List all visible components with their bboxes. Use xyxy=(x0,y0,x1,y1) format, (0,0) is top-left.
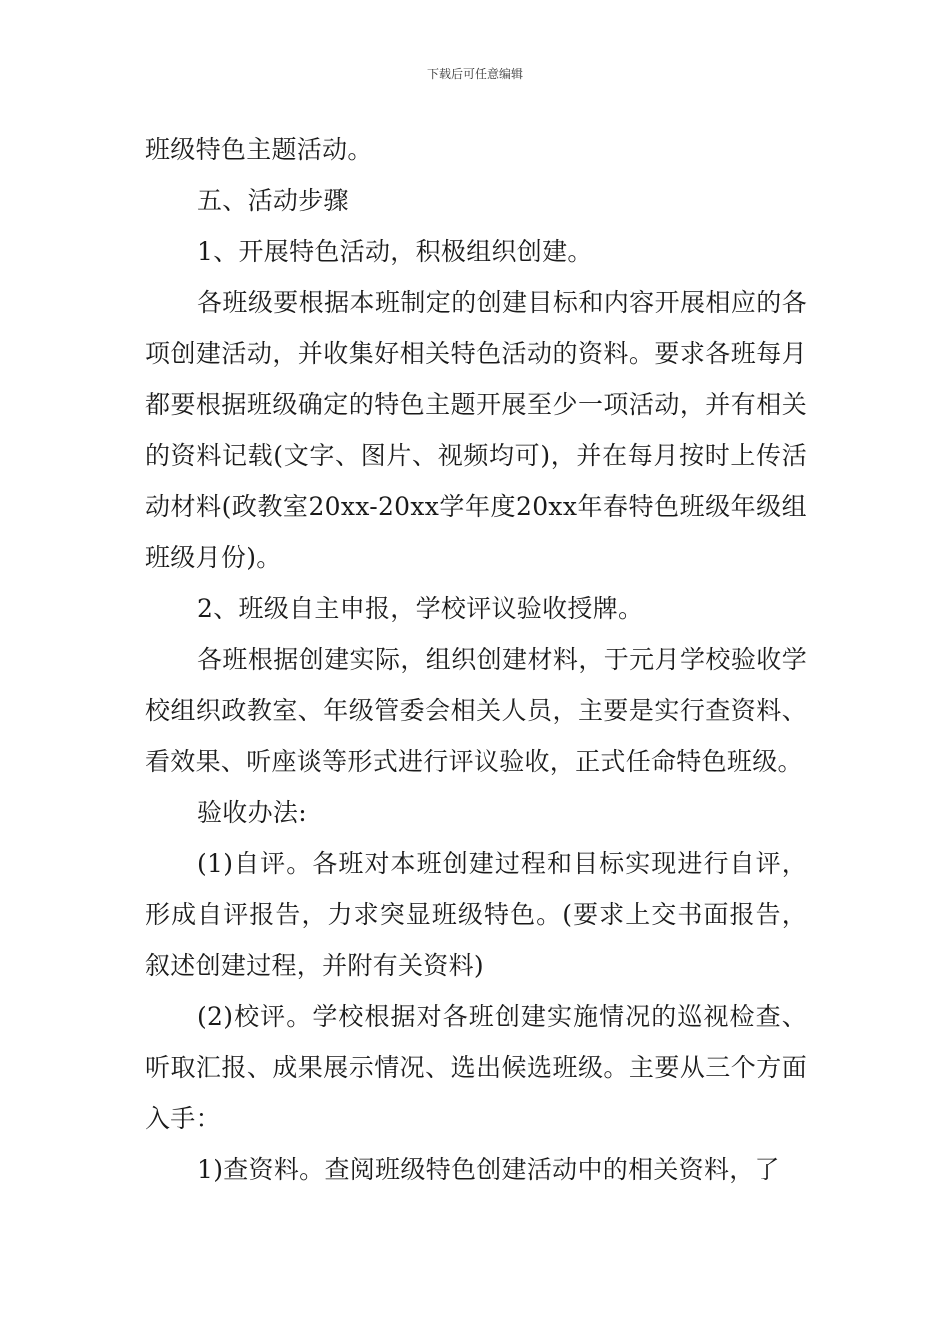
paragraph-step-1-body: 各班级要根据本班制定的创建目标和内容开展相应的各项创建活动，并收集好相关特色活动的资料。要求各班每月都要根据班级确定的特色主题开展至少一项活动，并有相关的资料记载(文字、图片、视频均可)，并在每月按时上传活动材料(政教室20xx-20xx学年度20xx年春特色班级年级组班级月份)。 xyxy=(145,288,807,572)
section-heading-steps: 五、活动步骤 xyxy=(197,186,349,215)
page-header-note: 下载后可任意编辑 xyxy=(426,67,523,81)
paragraph-school-evaluation: (2)校评。学校根据对各班创建实施情况的巡视检查、听取汇报、成果展示情况、选出候选班级。主要从三个方面入手： xyxy=(145,1002,807,1133)
paragraph-1: 班级特色主题活动。 xyxy=(145,135,373,164)
paragraph-check-materials: 1)查资料。查阅班级特色创建活动中的相关资料，了 xyxy=(197,1155,780,1184)
paragraph-self-evaluation: (1)自评。各班对本班创建过程和目标实现进行自评，形成自评报告，力求突显班级特色。(要求上交书面报告，叙述创建过程，并附有关资料) xyxy=(145,849,807,980)
document-body xyxy=(145,124,807,1195)
acceptance-method-heading: 验收办法: xyxy=(197,798,307,827)
step-heading-2: 2、班级自主申报，学校评议验收授牌。 xyxy=(197,594,644,623)
step-heading-1: 1、开展特色活动，积极组织创建。 xyxy=(197,237,593,266)
paragraph-step-2-body: 各班根据创建实际，组织创建材料，于元月学校验收学校组织政教室、年级管委会相关人员，主要是实行查资料、看效果、听座谈等形式进行评议验收，正式任命特色班级。 xyxy=(145,645,807,776)
